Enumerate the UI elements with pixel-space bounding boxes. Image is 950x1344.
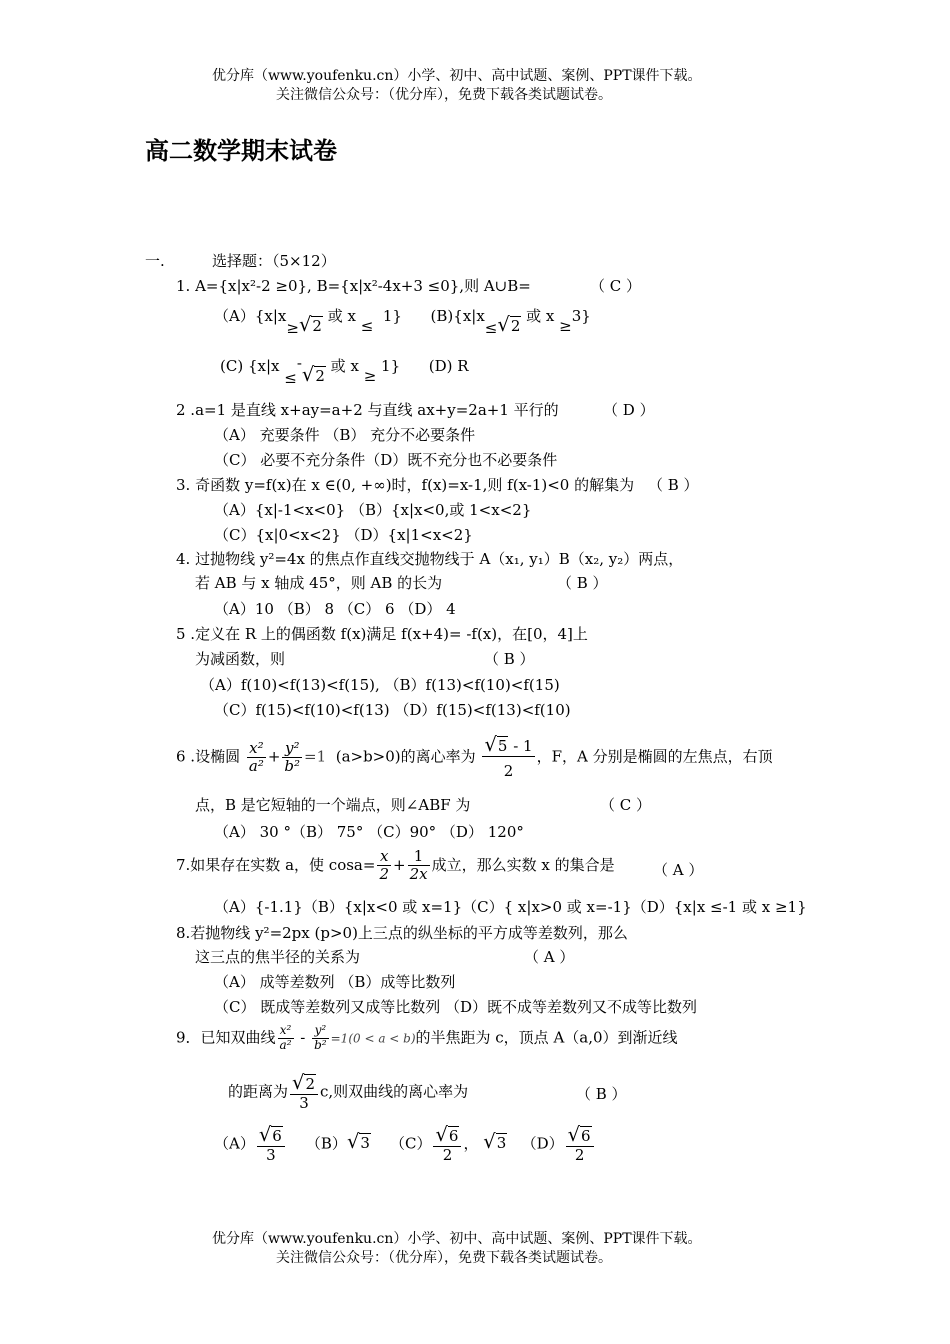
section-number: 一. <box>145 252 165 270</box>
q5-stem-2: 为减函数，则 <box>195 650 286 668</box>
q2-answer: （ D ） <box>603 401 655 419</box>
q4-stem-2: 若 AB 与 x 轴成 45°，则 AB 的长为 <box>195 574 443 592</box>
q6-stem-2: 点，B 是它短轴的一个端点，则∠ABF 为 <box>195 796 471 814</box>
q3-stem: 3. 奇函数 y=f(x)在 x ∈(0, +∞)时，f(x)=x-1,则 f(x-1)<0 的解集为 <box>176 476 635 494</box>
q6-eccentricity: $\frac{√5 - 1}{2}$ <box>484 733 533 781</box>
q7-stem: 7.如果存在实数 a，使 cosa= $\frac{x}{2}$ + $\frac{1}{2x}$ 成立，那么实数 x 的集合是 <box>176 847 615 884</box>
q1-option-a-b: （A）{x|x≥√2 或 x ≤ 1} (B){x|x≤√2 或 x ≥3} <box>214 307 591 337</box>
q6-fraction-y: $\frac{\text{y²}}{\text{b²}}$ <box>284 738 301 775</box>
q9-stem: 9．已知双曲线 $\frac{\text{x²}}{\text{a²}}$ - $\frac{\text{y²}}{\text{b²}}$ =1(0 < a < b)的半焦距为 c，顶点 A（a,0）到渐近线 <box>176 1023 678 1052</box>
q4-answer: （ B ） <box>557 574 608 592</box>
footer-line-2: 关注微信公众号：（优分库），免费下载各类试题试卷。 <box>276 1250 612 1266</box>
q2-stem: 2 .a=1 是直线 x+ay=a+2 与直线 ax+y=2a+1 平行的 <box>176 401 559 419</box>
q9-fraction-y: $\frac{\text{y²}}{\text{b²}}$ <box>314 1023 327 1052</box>
q7-fraction-1: $\frac{x}{2}$ <box>379 847 389 884</box>
q6-answer: （ C ） <box>600 796 652 814</box>
page-title: 高二数学期末试卷 <box>145 136 337 165</box>
q1-stem: 1. A={x|x²-2 ≥0}, B={x|x²-4x+3 ≤0},则 A∪B= <box>176 277 531 295</box>
q9-answer: （ B ） <box>576 1085 627 1103</box>
q3-options-1: （A）{x|-1<x<0} （B）{x|x<0,或 1<x<2} <box>214 501 532 519</box>
q8-stem-2: 这三点的焦半径的关系为 <box>195 948 361 966</box>
q7-options: （A）{-1.1}（B）{x|x<0 或 x=1}（C）{ x|x>0 或 x=-1}（D）{x|x ≤-1 或 x ≥1} <box>214 898 807 916</box>
q9-fraction-x: $\frac{\text{x²}}{\text{a²}}$ <box>279 1023 292 1052</box>
q6-options: （A） 30 °（B） 75° （C）90° （D） 120° <box>214 823 524 841</box>
q5-stem: 5 .定义在 R 上的偶函数 f(x)满足 f(x+4)= -f(x)，在[0，4]上 <box>176 625 588 643</box>
q5-options-1: （A）f(10)<f(13)<f(15), （B）f(13)<f(10)<f(15) <box>200 676 560 694</box>
q8-options-2: （C） 既成等差数列又成等比数列 （D）既不成等差数列又不成等比数列 <box>214 998 698 1016</box>
header-line-2: 关注微信公众号：（优分库），免费下载各类试题试卷。 <box>276 87 612 103</box>
q8-options-1: （A） 成等差数列 （B）成等比数列 <box>214 973 456 991</box>
q1-option-c-d: (C) {x|x ≤-√2 或 x ≥ 1} (D) R <box>220 354 469 387</box>
q5-options-2: （C）f(15)<f(10)<f(13) （D）f(15)<f(13)<f(10) <box>214 701 571 719</box>
q3-options-2: （C）{x|0<x<2} （D）{x|1<x<2} <box>214 526 473 544</box>
header-line-1: 优分库（www.youfenku.cn）小学、初中、高中试题、案例、PPT课件下载。 <box>212 68 702 84</box>
q3-answer: （ B ） <box>648 476 699 494</box>
q4-options: （A）10 （B） 8 （C） 6 （D） 4 <box>214 600 456 618</box>
q1-answer: （ C ） <box>590 277 642 295</box>
q5-answer: （ B ） <box>484 650 535 668</box>
q8-answer: （ A ） <box>524 948 575 966</box>
q9-options: （A） $\frac{√6}{3}$ （B）√3 （C） $\frac{√6}{2}$ ， √3 （D） $\frac{√6}{2}$ <box>214 1124 596 1165</box>
q2-options-1: （A） 充要条件 （B） 充分不必要条件 <box>214 426 476 444</box>
q7-fraction-2: $\frac{1}{2x}$ <box>409 847 428 884</box>
q2-options-2: （C） 必要不充分条件（D）既不充分也不必要条件 <box>214 451 558 469</box>
section-label: 选择题：（5×12） <box>212 252 336 270</box>
q9-distance-fraction: $\frac{√2}{3}$ <box>290 1072 318 1113</box>
q4-stem: 4. 过抛物线 y²=4x 的焦点作直线交抛物线于 A（x₁, y₁）B（x₂, y₂）两点， <box>176 550 684 568</box>
q7-answer: （ A ） <box>653 861 704 879</box>
q9-stem-2: 的距离为 $\frac{√2}{3}$ c,则双曲线的离心率为 <box>228 1071 469 1113</box>
q8-stem: 8.若抛物线 y²=2px (p>0)上三点的纵坐标的平方成等差数列，那么 <box>176 924 628 942</box>
q6-stem: 6 .设椭圆 $\frac{\text{x²}}{\text{a²}}$ + $\frac{\text{y²}}{\text{b²}}$ =1 (a>b>0)的离心率为 $\frac{√5 - 1}{2}$ ，F，A 分别是椭圆的左焦点，右顶 <box>176 733 773 781</box>
footer-line-1: 优分库（www.youfenku.cn）小学、初中、高中试题、案例、PPT课件下载。 <box>212 1231 702 1247</box>
q6-fraction-x: $\frac{\text{x²}}{\text{a²}}$ <box>248 738 264 775</box>
